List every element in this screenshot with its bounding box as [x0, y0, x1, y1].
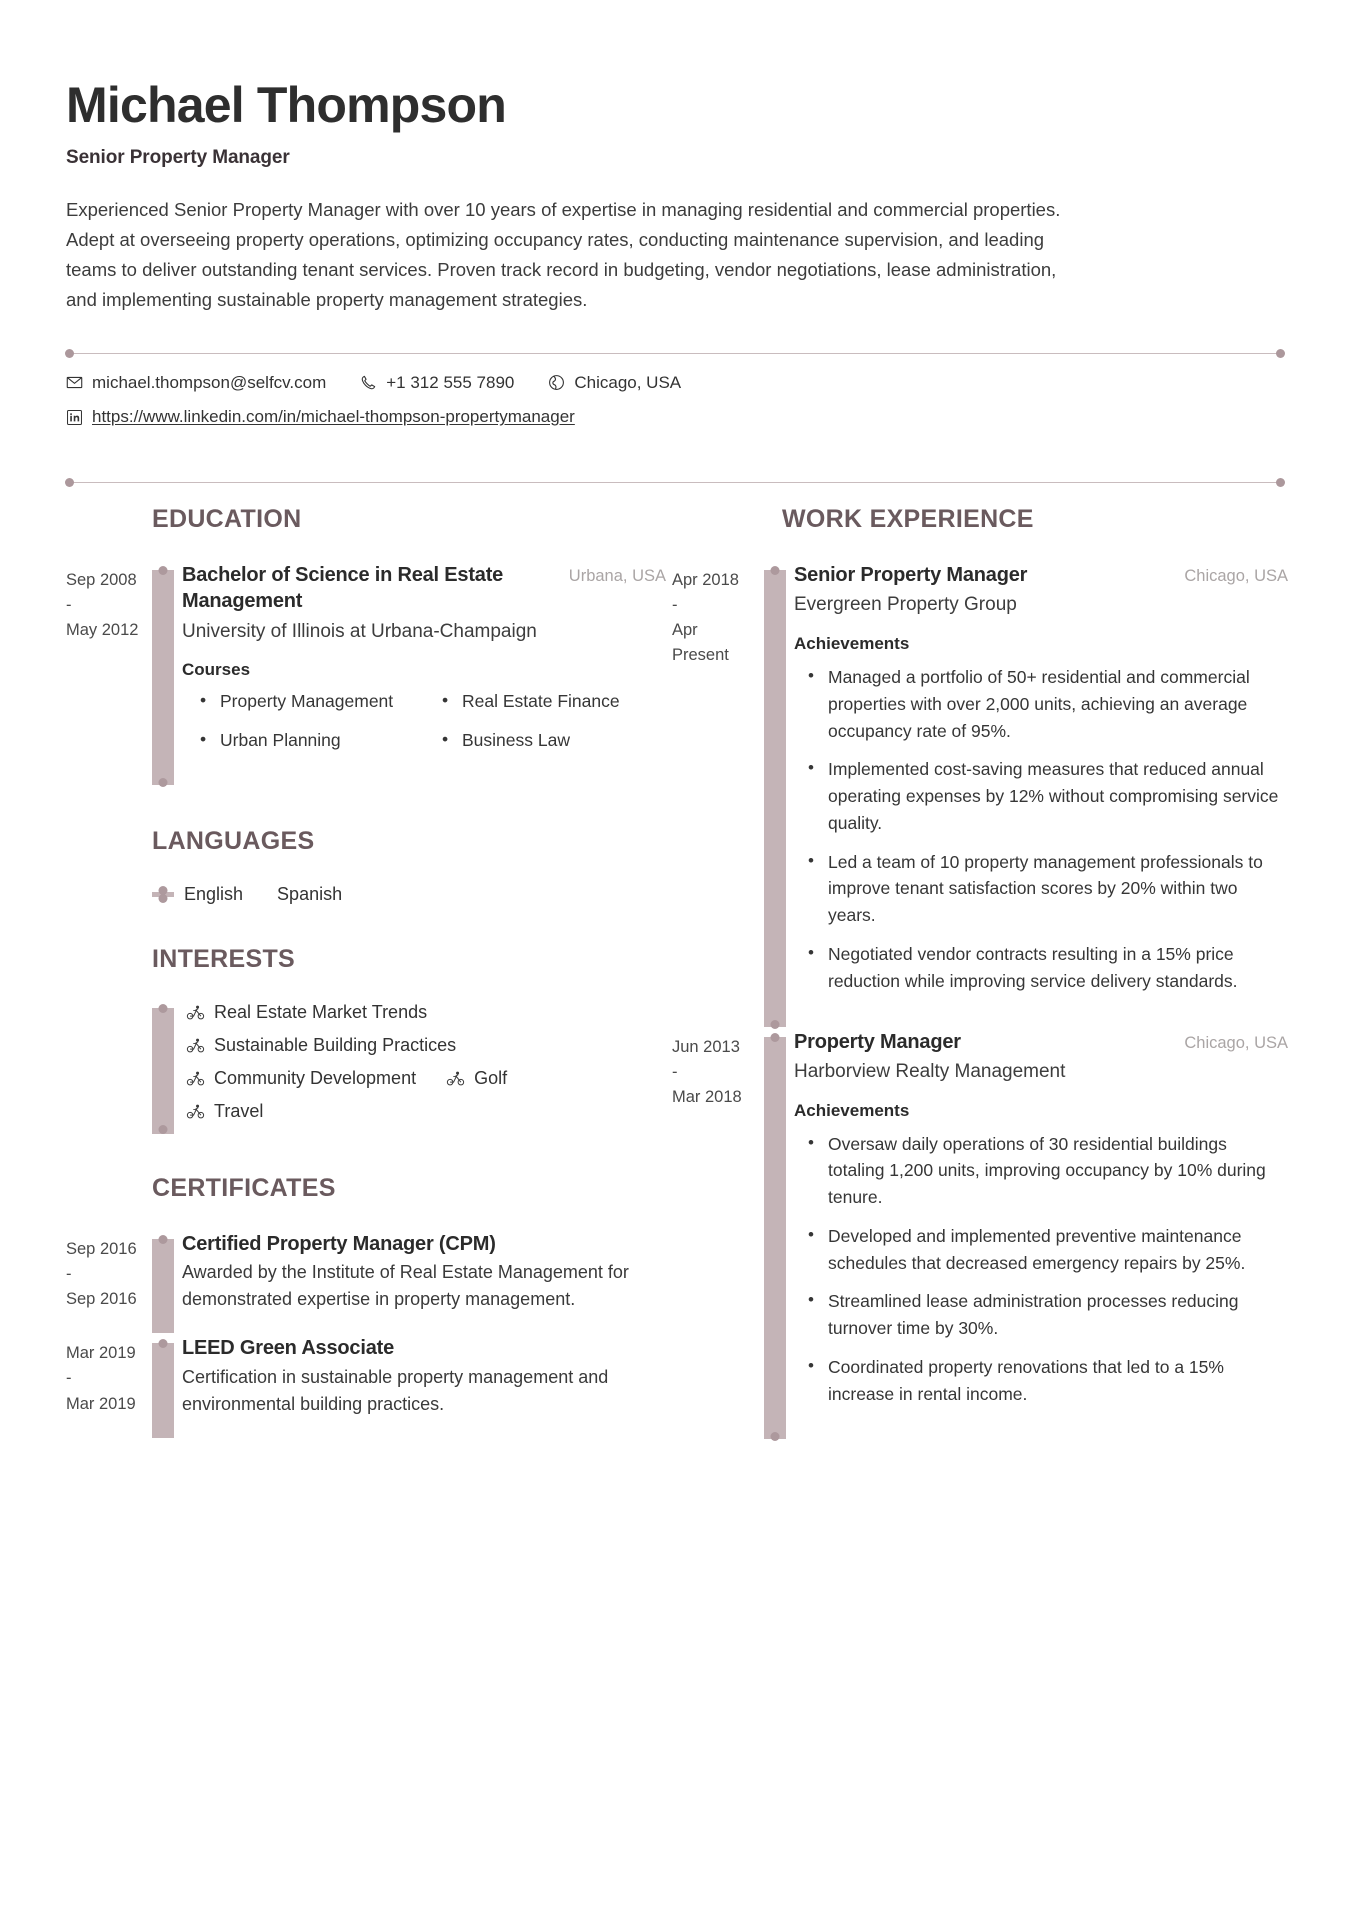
section-certificates — [66, 1174, 666, 1440]
interest-label: Real Estate Market Trends — [214, 1001, 428, 1022]
contact-email[interactable] — [66, 372, 326, 394]
candidate-name: Michael Thompson — [66, 77, 507, 133]
timeline-dot — [159, 1125, 168, 1134]
timeline-languages — [152, 884, 174, 905]
work-entry-head — [794, 562, 1288, 588]
courses-list — [182, 688, 666, 765]
section-title-certificates: CERTIFICATES — [152, 1173, 336, 1202]
languages-entry — [66, 884, 666, 905]
certificate-name: LEED Green Associate — [182, 1337, 395, 1360]
timeline-work — [764, 1029, 786, 1442]
work-entry-dates — [672, 1029, 764, 1442]
linkedin-icon — [66, 409, 83, 426]
work-entry-body — [786, 1029, 1288, 1442]
education-entry-head — [182, 562, 666, 615]
timeline-work — [764, 562, 786, 1028]
interests-list — [174, 1002, 666, 1134]
timeline-dot — [771, 566, 780, 575]
bicycle-icon — [186, 1036, 205, 1055]
interest-label: Golf — [474, 1067, 508, 1088]
education-school: University of Illinois at Urbana-Champaign — [182, 620, 537, 642]
date-start: Mar 2019 — [66, 1344, 136, 1363]
timeline-dot — [771, 1432, 780, 1441]
achievements-list — [794, 1131, 1288, 1408]
interests-entry — [66, 1002, 666, 1134]
contact-row-primary — [66, 372, 1284, 394]
timeline-dot — [159, 566, 168, 575]
languages-spacer — [66, 884, 152, 905]
section-title-work-experience: WORK EXPERIENCE — [782, 505, 1034, 534]
interest-item — [186, 1035, 636, 1056]
certificate-description: Certification in sustainable property management and environmental building practices. — [182, 1366, 609, 1414]
certificate-dates — [66, 1335, 152, 1439]
achievement-item: • Coordinated property renovations that led to a 15% increase in rental income. — [794, 1354, 1288, 1408]
education-location: Urbana, USA — [568, 567, 666, 586]
date-end: Sep 2016 — [66, 1290, 137, 1309]
candidate-job-title: Senior Property Manager — [66, 147, 290, 168]
language-item: Spanish — [277, 883, 343, 904]
section-title-education: EDUCATION — [152, 505, 302, 534]
bicycle-icon — [186, 1069, 205, 1088]
certificate-dates — [66, 1231, 152, 1335]
contact-block — [66, 354, 1284, 444]
date-end: May 2012 — [66, 621, 139, 640]
date-dash: - — [672, 1062, 678, 1081]
bicycle-icon — [186, 1102, 205, 1121]
timeline-line — [764, 1037, 786, 1440]
date-start: Sep 2016 — [66, 1239, 137, 1258]
interest-item — [186, 1068, 416, 1089]
achievement-item: • Managed a portfolio of 50+ residential and commercial properties with over 2,000 units, achieving an average occupancy rate of 95%. — [794, 664, 1288, 744]
achievements-list — [794, 664, 1288, 994]
course-item: • Property Management — [182, 688, 424, 714]
timeline-line — [764, 570, 786, 1026]
work-company: Harborview Realty Management — [794, 1060, 1066, 1082]
date-start: Sep 2008 — [66, 571, 137, 590]
work-job-title: Senior Property Manager — [794, 564, 1028, 587]
certificate-entry — [66, 1231, 666, 1335]
section-work-experience — [672, 505, 1288, 1441]
resume-header — [66, 78, 1284, 315]
interests-spacer — [66, 1002, 152, 1134]
timeline-certificate — [152, 1335, 174, 1439]
professional-summary: Experienced Senior Property Manager with over 10 years of expertise in managing residential and commercial properties. Adept at overseeing property operations, optimizing occupancy rates, conducting maintenance supervision, and leading teams to deliver outstanding tenant services. Proven track record in budgeting, vendor negotiations, lease administration, and implementing sustainable property management strategies. — [66, 199, 1061, 310]
date-end-line1: Mar 2018 — [672, 1087, 742, 1106]
achievement-item: • Developed and implemented preventive maintenance schedules that decreased emergency repairs by 25%. — [794, 1223, 1288, 1277]
right-column — [672, 505, 1288, 1481]
contact-linkedin-text: https://www.linkedin.com/in/michael-thompson-propertymanager — [92, 406, 575, 426]
achievement-item: • Negotiated vendor contracts resulting in a 15% price reduction while improving service delivery standards. — [794, 941, 1288, 995]
course-item: • Real Estate Finance — [424, 688, 666, 714]
timeline-education — [152, 562, 174, 787]
certificate-body — [174, 1335, 666, 1439]
date-end: Mar 2019 — [66, 1394, 136, 1413]
resume-columns — [66, 505, 1288, 1481]
timeline-dot — [159, 1339, 168, 1348]
work-job-title: Property Manager — [794, 1030, 961, 1053]
contact-location-text: Chicago, USA — [574, 372, 682, 392]
contact-phone[interactable] — [360, 372, 514, 394]
globe-icon — [548, 374, 565, 391]
achievement-item: • Led a team of 10 property management professionals to improve tenant satisfaction scores by 20% within two years. — [794, 849, 1288, 929]
timeline-line — [152, 570, 174, 785]
education-entry-body — [174, 562, 666, 787]
interest-item — [186, 1101, 636, 1122]
section-interests — [66, 945, 666, 1134]
timeline-dot — [159, 1235, 168, 1244]
section-title-languages: LANGUAGES — [152, 826, 315, 855]
certificate-name: Certified Property Manager (CPM) — [182, 1232, 496, 1255]
interest-label: Community Development — [214, 1067, 417, 1088]
timeline-dot — [771, 1033, 780, 1042]
education-entry-dates — [66, 562, 152, 787]
interest-label: Sustainable Building Practices — [214, 1034, 457, 1055]
certificate-description: Awarded by the Institute of Real Estate Management for demonstrated expertise in property management. — [182, 1262, 629, 1310]
date-dash: - — [672, 596, 678, 615]
date-end-line1: Apr — [672, 621, 698, 640]
interest-item — [446, 1068, 507, 1089]
work-entry — [672, 562, 1288, 1028]
certificate-entry — [66, 1335, 666, 1439]
course-item: • Business Law — [424, 727, 666, 753]
date-end-line2: Present — [672, 646, 729, 665]
achievements-label: Achievements — [794, 634, 910, 654]
interest-item — [186, 1002, 636, 1023]
date-start: Apr 2018 — [672, 571, 739, 590]
timeline-line — [152, 1008, 174, 1134]
timeline-line — [152, 1239, 174, 1333]
interest-label: Travel — [214, 1100, 264, 1121]
achievements-label: Achievements — [794, 1100, 910, 1120]
work-entry-dates — [672, 562, 764, 1028]
course-item: • Urban Planning — [182, 727, 424, 753]
languages-list — [174, 884, 342, 905]
left-column — [66, 505, 666, 1481]
date-dash: - — [66, 1369, 72, 1388]
bicycle-icon — [186, 1003, 205, 1022]
education-degree: Bachelor of Science in Real Estate Management — [182, 564, 504, 613]
contact-divider-top — [66, 353, 1284, 354]
phone-icon — [360, 374, 377, 391]
work-entry — [672, 1029, 1288, 1442]
education-entry — [66, 562, 666, 787]
work-location: Chicago, USA — [1184, 567, 1288, 586]
section-languages — [66, 827, 666, 905]
timeline-dot — [159, 1004, 168, 1013]
date-dash: - — [66, 596, 72, 615]
timeline-certificate — [152, 1231, 174, 1335]
work-entry-head — [794, 1029, 1288, 1055]
certificate-body — [174, 1231, 666, 1335]
timeline-interests — [152, 1002, 174, 1134]
bicycle-icon — [446, 1069, 465, 1088]
date-start: Jun 2013 — [672, 1037, 740, 1056]
achievement-item: • Streamlined lease administration processes reducing turnover time by 30%. — [794, 1288, 1288, 1342]
work-entry-body — [786, 562, 1288, 1028]
language-item: English — [184, 883, 244, 904]
timeline-dot — [159, 894, 168, 903]
achievement-item: • Implemented cost-saving measures that reduced annual operating expenses by 12% without compromising service quality. — [794, 756, 1288, 836]
section-education — [66, 505, 666, 787]
section-title-interests: INTERESTS — [152, 944, 295, 973]
timeline-dot — [771, 1020, 780, 1029]
timeline-dot — [159, 778, 168, 787]
contact-phone-text: +1 312 555 7890 — [386, 372, 515, 392]
contact-location — [548, 372, 681, 394]
work-location: Chicago, USA — [1184, 1033, 1288, 1052]
achievement-item: • Oversaw daily operations of 30 residential buildings totaling 1,200 units, improving occupancy by 10% during tenure. — [794, 1131, 1288, 1211]
contact-divider-bottom — [66, 482, 1284, 483]
envelope-icon — [66, 374, 83, 391]
date-dash: - — [66, 1265, 72, 1284]
contact-email-text: michael.thompson@selfcv.com — [92, 372, 327, 392]
timeline-line — [152, 1343, 174, 1437]
contact-linkedin[interactable] — [66, 406, 575, 428]
work-company: Evergreen Property Group — [794, 594, 1017, 616]
courses-label: Courses — [182, 660, 251, 680]
contact-row-linkedin — [66, 406, 1284, 428]
